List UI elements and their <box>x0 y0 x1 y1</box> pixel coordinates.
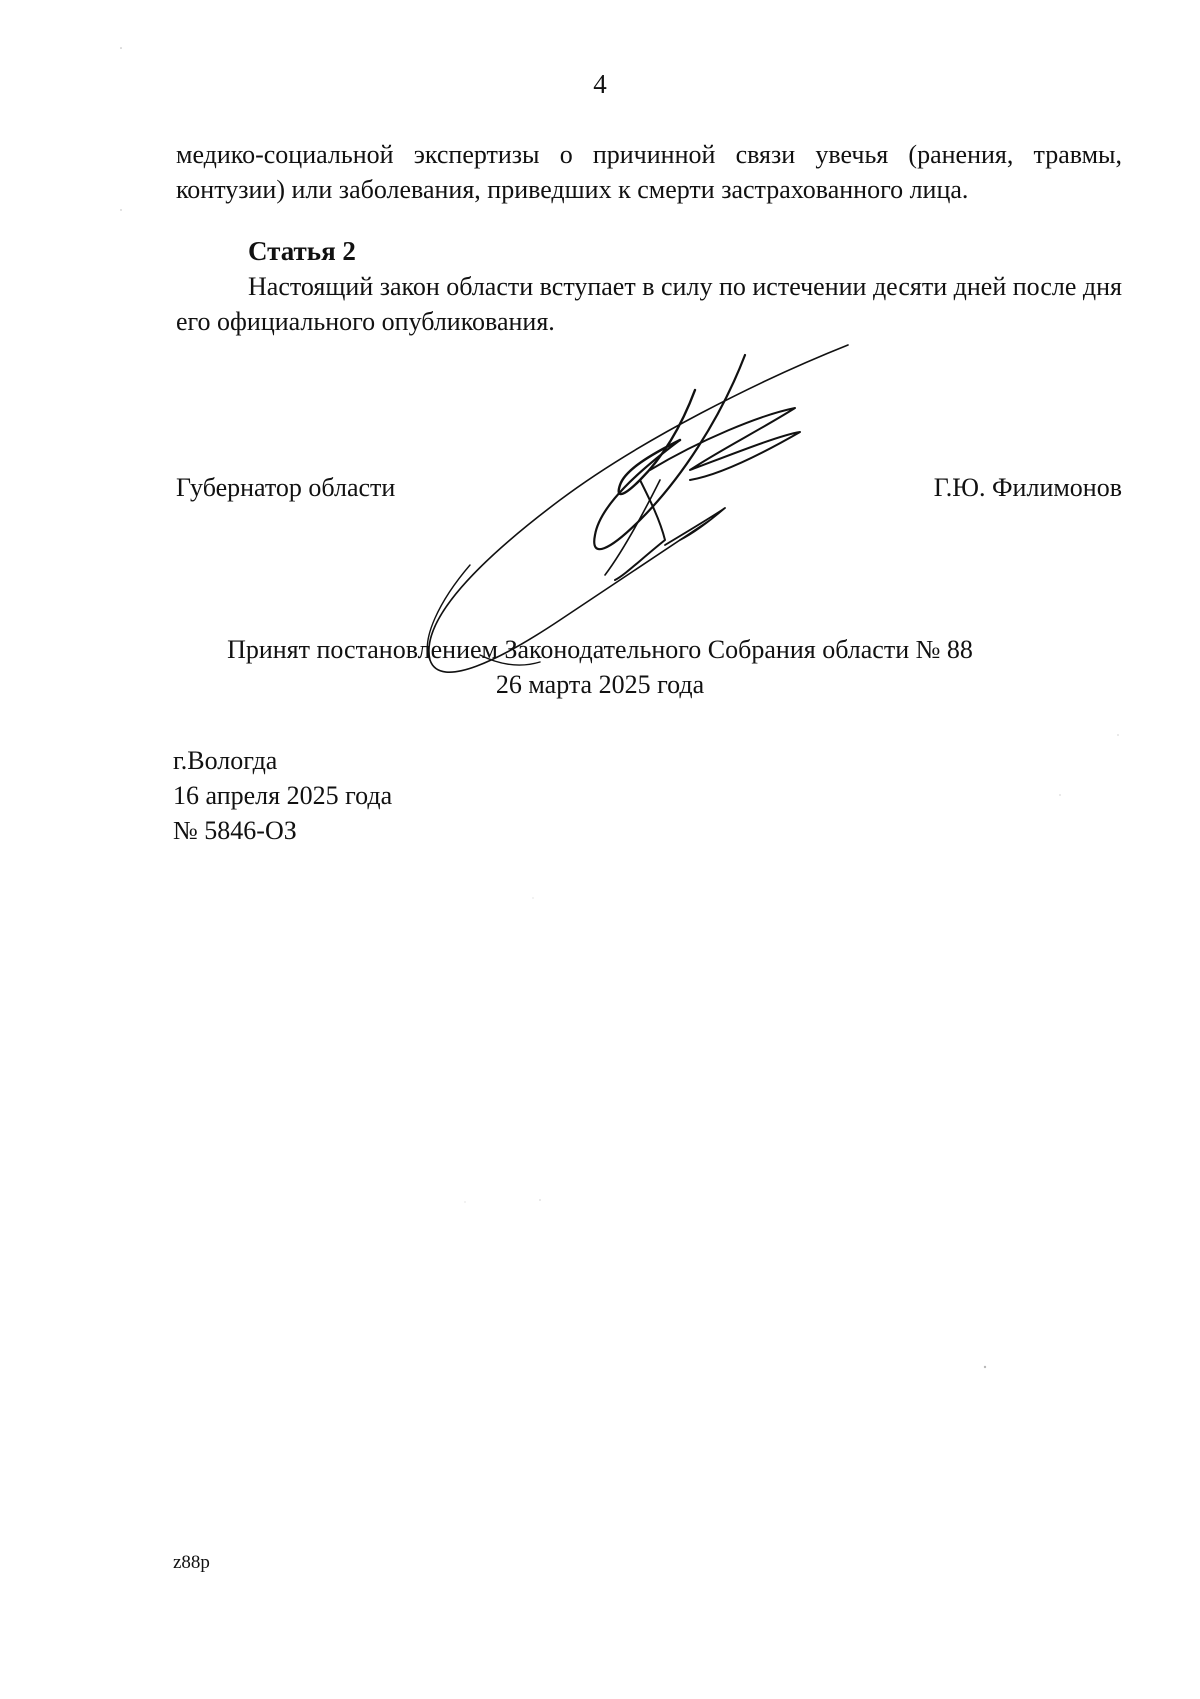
signatory-name: Г.Ю. Филимонов <box>933 473 1122 502</box>
adoption-line-1: Принят постановлением Законодательного Собрания области № 88 <box>227 635 973 664</box>
page-number: 4 <box>593 69 607 99</box>
article-text: Настоящий закон области вступает в силу по истечении десяти дней после дня его официального опубликования. <box>176 272 1122 336</box>
footer-code: z88p <box>173 1552 210 1573</box>
law-number: № 5846-ОЗ <box>173 816 297 845</box>
adoption-note <box>0 632 1200 702</box>
signatory-role: Губернатор области <box>176 473 396 502</box>
article-heading: Статья 2 <box>248 236 356 266</box>
law-date: 16 апреля 2025 года <box>173 781 393 810</box>
signature-row <box>176 470 1122 506</box>
place-date-block <box>173 743 392 848</box>
continuation-paragraph: медико-социальной экспертизы о причинной связи увечья (ранения, травмы, контузии) или заболевания, приведших к смерти застрахованного лица. <box>176 140 1122 204</box>
adoption-line-2: 26 марта 2025 года <box>495 670 705 699</box>
city: г.Вологда <box>173 746 278 775</box>
